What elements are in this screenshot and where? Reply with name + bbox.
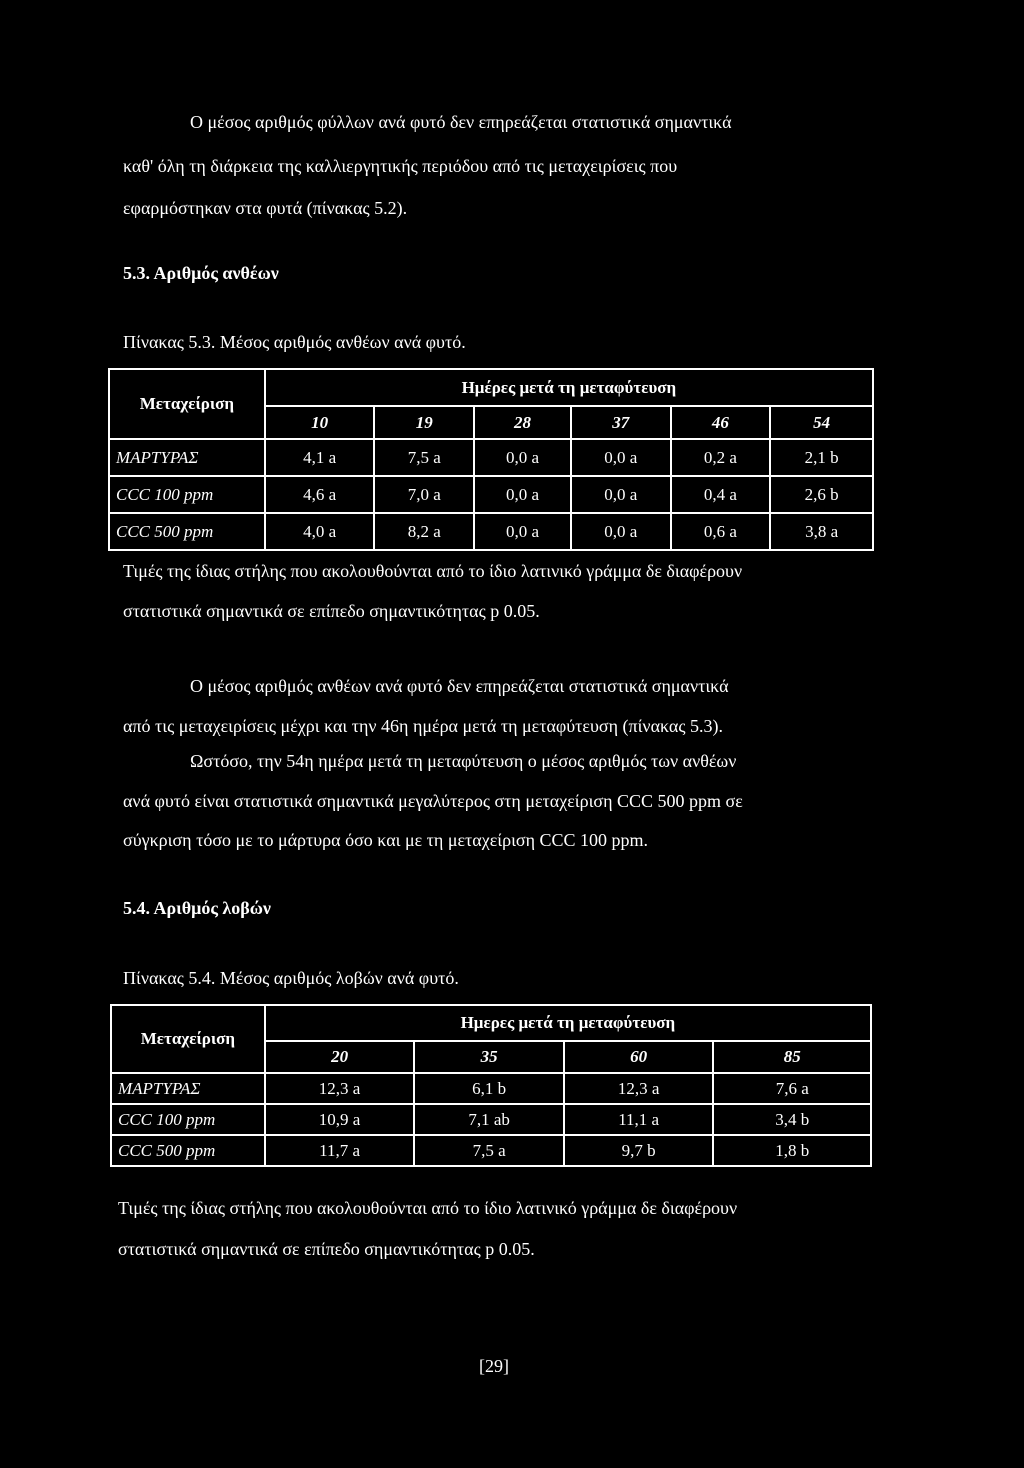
day-header: 54: [770, 406, 873, 439]
table-cell: 4,0 a: [265, 513, 375, 550]
table-cell: 12,3 a: [265, 1073, 415, 1104]
page-number: [29]: [479, 1356, 509, 1376]
table-cell: 3,8 a: [770, 513, 873, 550]
table-row: [111, 1135, 871, 1166]
table-cell: 0,2 a: [671, 439, 771, 476]
table-cell: 4,6 a: [265, 476, 375, 513]
day-header: 28: [474, 406, 571, 439]
table-cell: 12,3 a: [564, 1073, 714, 1104]
day-header: 60: [564, 1041, 714, 1073]
day-header: 37: [571, 406, 671, 439]
discussion-line-4: ανά φυτό είναι στατιστικά σημαντικά μεγαλύτερος στη μεταχείριση CCC 500 ppm σε: [123, 791, 743, 811]
row-label: CCC 500 ppm: [111, 1135, 265, 1166]
table-row: [111, 1104, 871, 1135]
table-cell: 1,8 b: [713, 1135, 871, 1166]
intro-line-1: Ο μέσος αριθμός φύλλων ανά φυτό δεν επηρεάζεται στατιστικά σημαντικά: [190, 112, 732, 132]
row-label: ΜΑΡΤΥΡΑΣ: [109, 439, 265, 476]
row-label: ΜΑΡΤΥΡΑΣ: [111, 1073, 265, 1104]
table-cell: 0,0 a: [571, 476, 671, 513]
days-header: Ημέρες μετά τη μεταφύτευση: [265, 369, 873, 406]
table-cell: 0,0 a: [571, 439, 671, 476]
table-cell: 4,1 a: [265, 439, 375, 476]
day-header: 35: [414, 1041, 564, 1073]
section-heading-5-4: 5.4. Αριθμός λοβών: [123, 898, 271, 918]
day-header: 10: [265, 406, 375, 439]
table-cell: 7,0 a: [374, 476, 474, 513]
discussion-line-2: από τις μεταχειρίσεις μέχρι και την 46η ημέρα μετά τη μεταφύτευση (πίνακας 5.3).: [123, 716, 723, 736]
table-cell: 7,5 a: [414, 1135, 564, 1166]
table-note-5-4-line-2: στατιστικά σημαντικά σε επίπεδο σημαντικότητας p 0.05.: [118, 1239, 535, 1259]
table-cell: 0,4 a: [671, 476, 771, 513]
table-cell: 3,4 b: [713, 1104, 871, 1135]
table-note-5-3-line-2: στατιστικά σημαντικά σε επίπεδο σημαντικότητας p 0.05.: [123, 601, 540, 621]
table-cell: 11,1 a: [564, 1104, 714, 1135]
table-cell: 6,1 b: [414, 1073, 564, 1104]
table-cell: 0,0 a: [571, 513, 671, 550]
table-cell: 11,7 a: [265, 1135, 415, 1166]
table-cell: 0,0 a: [474, 439, 571, 476]
table-cell: 2,1 b: [770, 439, 873, 476]
table-note-5-4-line-1: Τιμές της ίδιας στήλης που ακολουθούνται από το ίδιο λατινικό γράμμα δε διαφέρουν: [118, 1198, 738, 1218]
table-note-5-3-line-1: Τιμές της ίδιας στήλης που ακολουθούνται από το ίδιο λατινικό γράμμα δε διαφέρουν: [123, 561, 743, 581]
table-caption-5-3: Πίνακας 5.3. Μέσος αριθμός ανθέων ανά φυτό.: [123, 332, 466, 352]
table-row: [109, 513, 873, 550]
day-header: 85: [713, 1041, 871, 1073]
table-cell: 7,1 ab: [414, 1104, 564, 1135]
table-cell: 9,7 b: [564, 1135, 714, 1166]
table-row: [109, 476, 873, 513]
day-header: 46: [671, 406, 771, 439]
discussion-line-1: Ο μέσος αριθμός ανθέων ανά φυτό δεν επηρεάζεται στατιστικά σημαντικά: [190, 676, 729, 696]
table-5-4: [110, 1004, 872, 1167]
table-cell: 8,2 a: [374, 513, 474, 550]
discussion-line-3: Ωστόσο, την 54η ημέρα μετά τη μεταφύτευση ο μέσος αριθμός των ανθέων: [190, 751, 737, 771]
discussion-line-5: σύγκριση τόσο με το μάρτυρα όσο και με τη μεταχείριση CCC 100 ppm.: [123, 830, 649, 850]
table-cell: 7,6 a: [713, 1073, 871, 1104]
table-row: [109, 439, 873, 476]
day-header: 19: [374, 406, 474, 439]
intro-line-2: καθ' όλη τη διάρκεια της καλλιεργητικής περιόδου από τις μεταχειρίσεις που: [123, 156, 678, 176]
table-row: [111, 1073, 871, 1104]
treatment-header: Μεταχείριση: [109, 369, 265, 439]
row-label: CCC 100 ppm: [111, 1104, 265, 1135]
row-label: CCC 100 ppm: [109, 476, 265, 513]
days-header: Ημερες μετά τη μεταφύτευση: [265, 1005, 871, 1041]
section-heading-5-3: 5.3. Αριθμός ανθέων: [123, 263, 279, 283]
table-cell: 7,5 a: [374, 439, 474, 476]
table-cell: 0,6 a: [671, 513, 771, 550]
row-label: CCC 500 ppm: [109, 513, 265, 550]
table-5-3: [108, 368, 874, 551]
intro-line-3: εφαρμόστηκαν στα φυτά (πίνακας 5.2).: [123, 198, 408, 218]
table-caption-5-4: Πίνακας 5.4. Μέσος αριθμός λοβών ανά φυτό.: [123, 968, 459, 988]
table-cell: 2,6 b: [770, 476, 873, 513]
table-cell: 0,0 a: [474, 513, 571, 550]
treatment-header: Μεταχείριση: [111, 1005, 265, 1073]
day-header: 20: [265, 1041, 415, 1073]
table-cell: 10,9 a: [265, 1104, 415, 1135]
table-cell: 0,0 a: [474, 476, 571, 513]
